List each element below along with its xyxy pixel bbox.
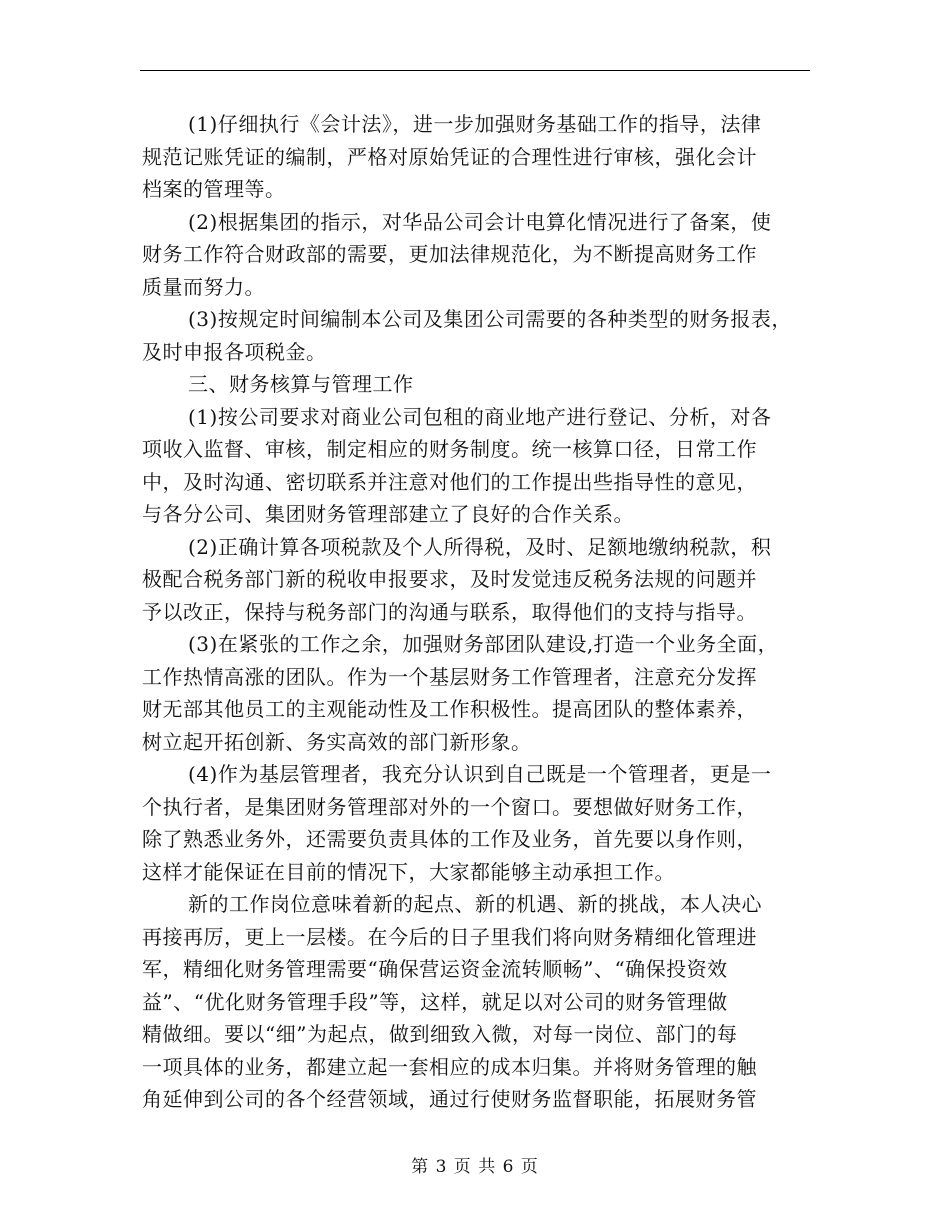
paragraph-accounting-law — [142, 108, 814, 206]
text-line: 军，精细化财务管理需要“确保营运资金流转顺畅”、“确保投资效 — [142, 957, 728, 981]
text-line: 新的工作岗位意味着新的起点、新的机遇、新的挑战，本人决心 — [188, 892, 762, 916]
page-number-footer: 第 3 页 共 6 页 — [411, 1157, 539, 1177]
text-line: 除了熟悉业务外，还需要负责具体的工作及业务，首先要以身作则， — [142, 827, 757, 851]
section-heading — [142, 368, 814, 401]
text-line: 这样才能保证在目前的情况下，大家都能够主动承担工作。 — [142, 859, 675, 884]
text-line: 精做细。要以“细”为起点，做到细致入微，对每一岗位、部门的每 — [142, 1022, 738, 1046]
paragraph-team-building — [142, 628, 814, 758]
text-line: 树立起开拓创新、务实高效的部门新形象。 — [142, 729, 532, 754]
text-line: 中，及时沟通、密切联系并注意对他们的工作提出些指导性的意见， — [142, 469, 757, 494]
text-line: 角延伸到公司的各个经营领域，通过行使财务监督职能，拓展财务管 — [142, 1087, 757, 1111]
text-line: 档案的管理等。 — [142, 177, 286, 201]
text-line: 工作热情高涨的团队。作为一个基层财务工作管理者，注意充分发挥 — [142, 664, 757, 689]
text-line: 财务工作符合财政部的需要，更加法律规范化，为不断提高财务工作 — [142, 242, 757, 266]
paragraph-new-position — [142, 888, 814, 1116]
header-rule — [140, 70, 810, 71]
section-title: 三、财务核算与管理工作 — [188, 372, 414, 396]
text-line: (2)正确计算各项税款及个人所得税，及时、足额地缴纳税款，积 — [188, 534, 772, 559]
text-line: 项收入监督、审核，制定相应的财务制度。统一核算口径，日常工作 — [142, 437, 757, 461]
text-line: (2)根据集团的指示，对华品公司会计电算化情况进行了备案，使 — [188, 209, 772, 234]
text-line: (3)在紧张的工作之余，加强财务部团队建设,打造一个业务全面， — [188, 632, 779, 656]
text-line: 财无部其他员工的主观能动性及工作积极性。提高团队的整体素养， — [142, 697, 757, 721]
paragraph-computerization — [142, 206, 814, 304]
text-line: (3)按规定时间编制本公司及集团公司需要的各种类型的财务报表， — [188, 307, 792, 331]
text-line: 及时申报各项税金。 — [142, 339, 327, 364]
text-line: 益”、“优化财务管理手段”等，这样，就足以对公司的财务管理做 — [142, 989, 728, 1014]
text-line: 予以改正，保持与税务部门的沟通与联系，取得他们的支持与指导。 — [142, 599, 757, 624]
text-line: (1)按公司要求对商业公司包租的商业地产进行登记、分析，对各 — [188, 404, 772, 429]
text-line: (4)作为基层管理者，我充分认识到自己既是一个管理者，更是一 — [188, 762, 772, 786]
text-line: 一项具体的业务，都建立起一套相应的成本归集。并将财务管理的触 — [142, 1054, 757, 1079]
text-line: 与各分公司、集团财务管理部建立了良好的合作关系。 — [142, 502, 634, 526]
paragraph-manager-role — [142, 758, 814, 888]
paragraph-commercial-property — [142, 401, 814, 531]
text-line: 极配合税务部门新的税收申报要求，及时发觉违反税务法规的问题并 — [142, 567, 757, 591]
paragraph-taxes — [142, 531, 814, 629]
paragraph-financial-reports — [142, 303, 814, 368]
text-line: (1)仔细执行《会计法》，进一步加强财务基础工作的指导，法律 — [188, 112, 762, 136]
document-body — [142, 108, 814, 1116]
text-line: 质量而努力。 — [142, 274, 265, 299]
text-line: 规范记账凭证的编制，严格对原始凭证的合理性进行审核，强化会计 — [142, 144, 757, 169]
text-line: 个执行者，是集团财务管理部对外的一个窗口。要想做好财务工作， — [142, 794, 757, 819]
text-line: 再接再厉，更上一层楼。在今后的日子里我们将向财务精细化管理进 — [142, 924, 757, 949]
